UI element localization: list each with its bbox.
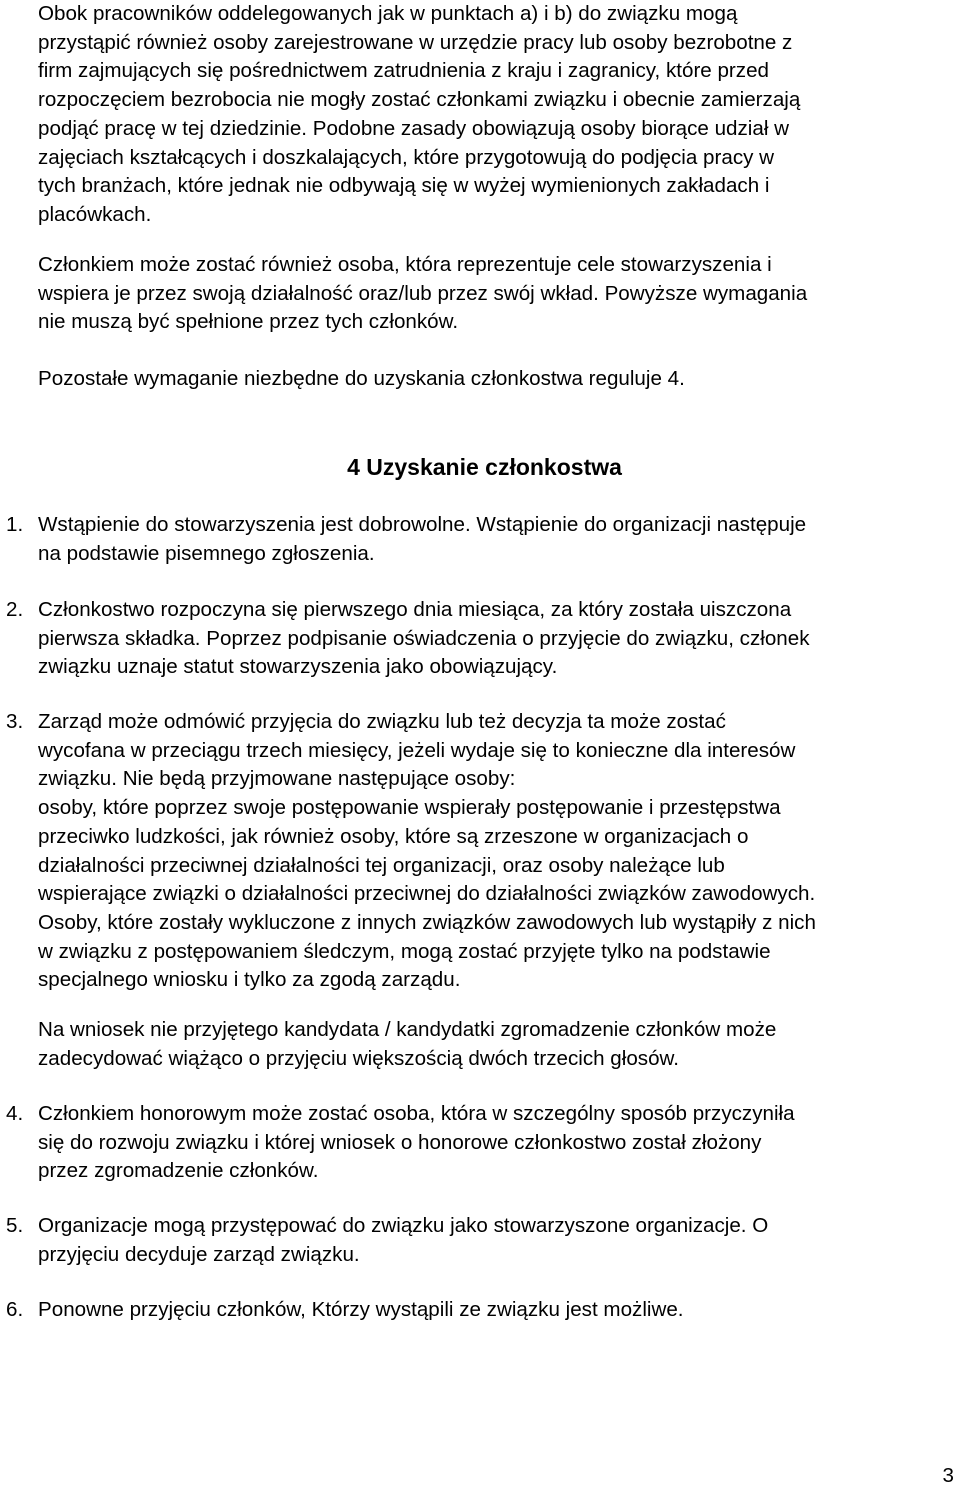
text-line: Obok pracowników oddelegowanych jak w punktach a) i b) do związku mogą <box>38 2 738 25</box>
text-line: związku uznaje statut stowarzyszenia jako obowiązujący. <box>38 655 558 679</box>
text-line: Pozostałe wymaganie niezbędne do uzyskania członkostwa reguluje 4. <box>38 367 685 390</box>
text-line: Organizacje mogą przystępować do związku jako stowarzyszone organizacje. O <box>38 1214 769 1237</box>
text-line: zadecydować wiążąco o przyjęciu większością dwóch trzecich głosów. <box>38 1046 679 1070</box>
text-line: Członkiem może zostać również osoba, która reprezentuje cele stowarzyszenia i <box>38 253 772 276</box>
item-text <box>38 708 816 995</box>
item-number: 5. <box>6 1214 24 1237</box>
text-line: pierwsza składka. Poprzez podpisanie oświadczenia o przyjęcie do związku, członek <box>38 626 810 650</box>
item-number: 6. <box>6 1298 24 1321</box>
text-line: w związku z postępowaniem śledczym, mogą zostać przyjęte tylko na podstawie <box>38 939 771 963</box>
item-number: 4. <box>6 1102 24 1125</box>
item-number: 3. <box>6 710 24 733</box>
text-line: działalności przeciwnej działalności tej organizacji, oraz osoby należące lub <box>38 853 725 877</box>
item-text <box>38 511 806 568</box>
text-line: placówkach. <box>38 202 152 226</box>
text-line: osoby, które poprzez swoje postępowanie wspierały postępowanie i przestępstwa <box>38 796 781 820</box>
text-line: tych branżach, które jednak nie odbywają się w wyżej wymienionych zakładach i <box>38 174 770 198</box>
text-line: przyjęciu decyduje zarząd związku. <box>38 1242 360 1266</box>
item-text <box>38 1296 684 1325</box>
text-line: przystąpić również osoby zarejestrowane w urzędzie pracy lub osoby bezrobotne z <box>38 30 793 54</box>
text-line: związku. Nie będą przyjmowane następujące osoby: <box>38 767 516 791</box>
text-line: przez zgromadzenie członków. <box>38 1159 319 1183</box>
section-title: 4 Uzyskanie członkostwa <box>347 454 622 480</box>
member-paragraph <box>38 251 960 337</box>
item-text <box>38 1016 776 1073</box>
text-line: wspiera je przez swoją działalność oraz/lub przez swój wkład. Powyższe wymagania <box>38 281 808 305</box>
text-line: nie muszą być spełnione przez tych członków. <box>38 310 459 334</box>
item-number: 2. <box>6 598 24 621</box>
item-text <box>38 1212 768 1269</box>
text-line: specjalnego wniosku i tylko za zgodą zarządu. <box>38 968 461 992</box>
text-line: przeciwko ludzkości, jak również osoby, które są zrzeszone w organizacjach o <box>38 824 749 848</box>
intro-paragraph <box>38 0 960 230</box>
text-line: Członkostwo rozpoczyna się pierwszego dnia miesiąca, za który została uiszczona <box>38 598 792 621</box>
text-line: Wstąpienie do stowarzyszenia jest dobrowolne. Wstąpienie do organizacji następuje <box>38 513 807 536</box>
text-line: Na wniosek nie przyjętego kandydata / kandydatki zgromadzenie członków może <box>38 1018 777 1041</box>
item-number: 1. <box>6 513 24 536</box>
text-line: na podstawie pisemnego zgłoszenia. <box>38 541 375 565</box>
text-line: Zarząd może odmówić przyjęcia do związku lub też decyzja ta może zostać <box>38 710 726 733</box>
text-line: podjąć pracę w tej dziedzinie. Podobne zasady obowiązują osoby biorące udział w <box>38 116 789 140</box>
item-text <box>38 596 810 682</box>
text-line: firm zajmujących się pośrednictwem zatrudnienia z kraju i zagranicy, które przed <box>38 59 769 83</box>
text-line: Osoby, które zostały wykluczone z innych związków zawodowych lub wystąpiły z nich <box>38 910 816 934</box>
item-text <box>38 1100 795 1186</box>
text-line: wspierające związki o działalności przeciwnej do działalności związków zawodowych. <box>38 882 816 906</box>
text-line: wycofana w przeciągu trzech miesięcy, jeżeli wydaje się to konieczne dla interesów <box>38 738 796 762</box>
text-line: Ponowne przyjęciu członków, Którzy wystąpili ze związku jest możliwe. <box>38 1298 684 1321</box>
section-heading <box>0 452 960 482</box>
remaining-paragraph <box>38 365 960 394</box>
page-number: 3 <box>942 1464 954 1487</box>
text-line: zajęciach kształcących i doszkalających, które przygotowują do podjęcia pracy w <box>38 145 775 169</box>
text-line: rozpoczęciem bezrobocia nie mogły zostać członkami związku i obecnie zamierzają <box>38 88 801 112</box>
text-line: Członkiem honorowym może zostać osoba, która w szczególny sposób przyczyniła <box>38 1102 795 1125</box>
text-line: się do rozwoju związku i której wniosek o honorowe członkostwo został złożony <box>38 1130 762 1154</box>
